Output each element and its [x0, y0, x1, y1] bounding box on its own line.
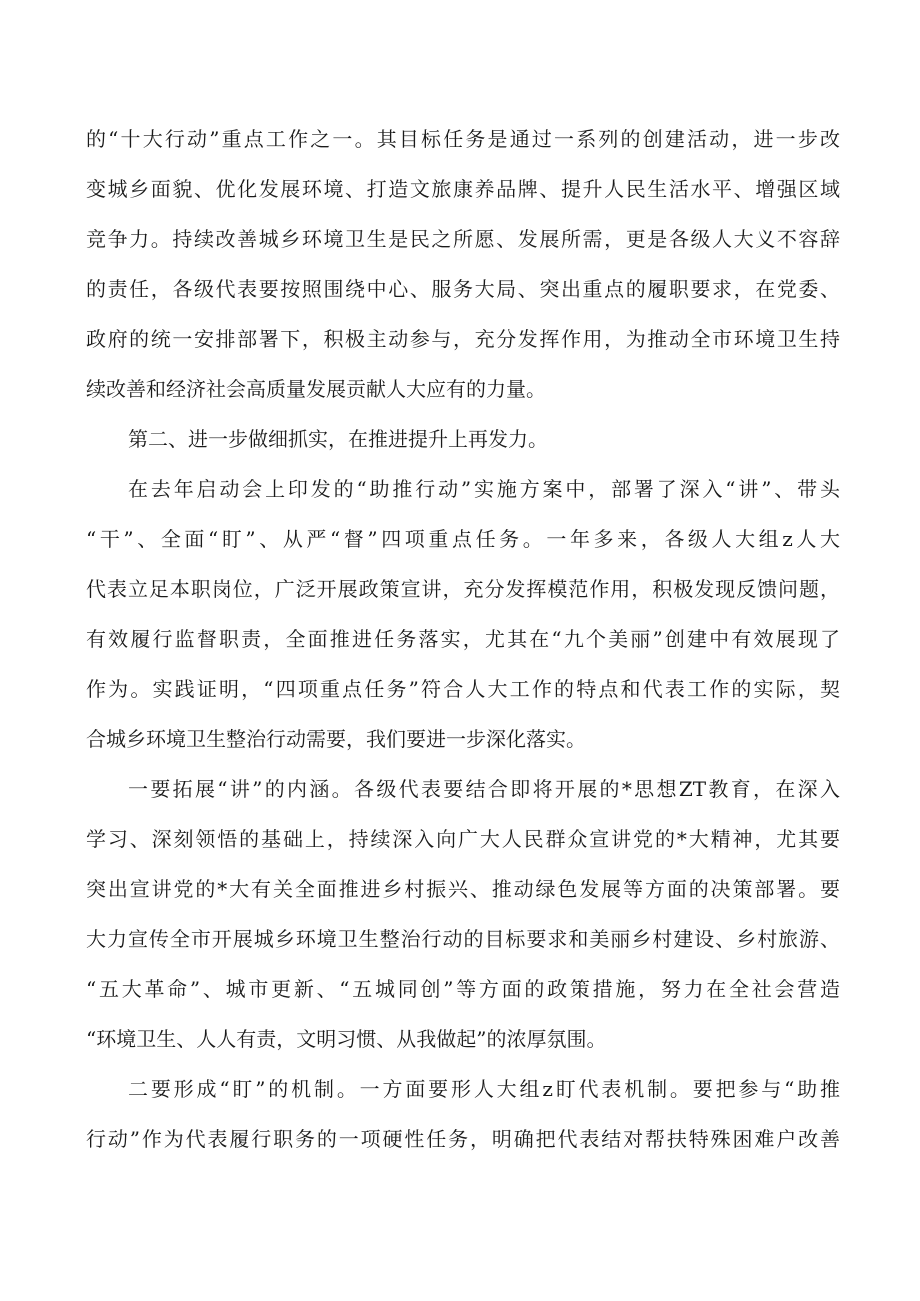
- text-line: 大力宣传全市开展城乡环境卫生整治行动的目标要求和美丽乡村建设、乡村旅游、: [86, 927, 840, 951]
- text-line: 行动”作为代表履行职务的一项硬性任务，明确把代表结对帮扶特殊困难户改善: [86, 1127, 840, 1151]
- text-line: 的“十大行动”重点工作之一。其目标任务是通过一系列的创建活动，进一步改: [86, 127, 840, 151]
- text-line: 续改善和经济社会高质量发展贡献人大应有的力量。: [86, 377, 546, 401]
- text-line: 在去年启动会上印发的“助推行动”实施方案中，部署了深入“讲”、带头: [128, 477, 840, 501]
- text-line: 学习、深刻领悟的基础上，持续深入向广大人民群众宣讲党的*大精神，尤其要: [86, 827, 840, 851]
- text-line: 合城乡环境卫生整治行动需要，我们要进一步深化落实。: [86, 727, 586, 751]
- text-line: 代表立足本职岗位，广泛开展政策宣讲，充分发挥模范作用，积极发现反馈问题，: [86, 577, 840, 601]
- text-line: 竞争力。持续改善城乡环境卫生是民之所愿、发展所需，更是各级人大义不容辞: [86, 227, 840, 251]
- text-line: 突出宣讲党的*大有关全面推进乡村振兴、推动绿色发展等方面的决策部署。要: [86, 877, 840, 901]
- text-line: 政府的统一安排部署下，积极主动参与，充分发挥作用，为推动全市环境卫生持: [86, 327, 840, 351]
- text-line: 一要拓展“讲”的内涵。各级代表要结合即将开展的*思想ZT教育，在深入: [128, 777, 840, 801]
- text-line: “环境卫生、人人有责，文明习惯、从我做起”的浓厚氛围。: [86, 1027, 607, 1051]
- text-line: 的责任，各级代表要按照围绕中心、服务大局、突出重点的履职要求，在党委、: [86, 277, 840, 301]
- section-heading: 第二、进一步做细抓实，在推进提升上再发力。: [128, 427, 548, 451]
- text-line: “干”、全面“盯”、从严“督”四项重点任务。一年多来，各级人大组z人大: [86, 527, 840, 551]
- text-line: 有效履行监督职责，全面推进任务落实，尤其在“九个美丽”创建中有效展现了: [86, 627, 840, 651]
- text-line: 变城乡面貌、优化发展环境、打造文旅康养品牌、提升人民生活水平、增强区域: [86, 177, 840, 201]
- text-line: “五大革命”、城市更新、“五城同创”等方面的政策措施，努力在全社会营造: [86, 977, 840, 1001]
- text-line: 作为。实践证明，“四项重点任务”符合人大工作的特点和代表工作的实际，契: [86, 677, 840, 701]
- text-line: 二要形成“盯”的机制。一方面要形人大组z盯代表机制。要把参与“助推: [128, 1077, 840, 1101]
